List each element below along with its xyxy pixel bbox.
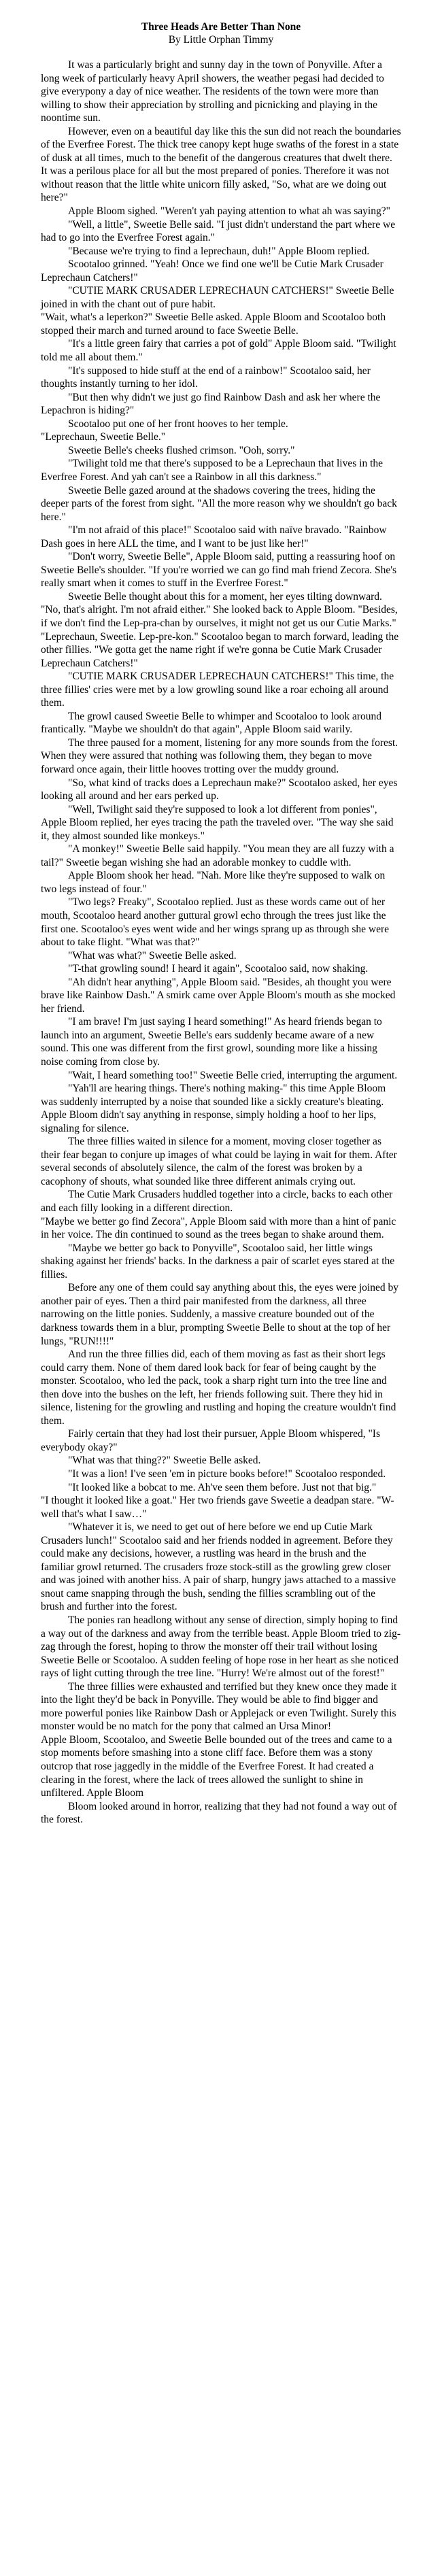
story-paragraph: "Well, a little", Sweetie Belle said. "I just didn't understand the part where we had to go into the Everfree Forest again." — [41, 218, 396, 244]
story-paragraph: It was a particularly bright and sunny day in the town of Ponyville. After a long week of particularly heavy April showers, the weather pegasi had decided to give everypony a day of nice weather. The residents of the town were more than willing to show their appreciation by strolling and picnicking and playing in the noontime sun. — [41, 59, 384, 124]
story-paragraph: "Well, Twilight said they're supposed to look a lot different from ponies", Apple Bloom replied, her eyes tracing the path the traveled over. "The way she said it, they almost sounded like monkeys." — [41, 803, 394, 842]
story-paragraph: "Whatever it is, we need to get out of here before we end up Cutie Mark Crusaders lunch!" Scootaloo said and her friends nodded in agreement. Before they could make any decisions, however, a rustling was heard in the brush and the familiar growl returned. The crusaders froze stock-still as the growling grew closer and was joined with another hiss. A pair of sharp, hungry jaws attached to a massive snout came snapping through the bush, sending the fillies scrambling out of the brush and further into the forest. — [41, 1521, 396, 1613]
story-paragraph: "Leprechaun, Sweetie Belle." — [41, 431, 166, 443]
story-paragraph: "T-that growling sound! I heard it again", Scootaloo said, now shaking. — [68, 963, 369, 975]
story-paragraph: Apple Bloom, Scootaloo, and Sweetie Belle bounded out of the trees and came to a stop moments before smashing into a stone cliff face. Before them was a stony outcrop that rose jaggedly in the middle of the Everfree Forest. It had created a clearing in the forest, where the lack of trees allowed the sunlight to shine in unfiltered. Apple Bloom — [41, 1733, 392, 1799]
story-paragraph: "But then why didn't we just go find Rainbow Dash and ask her where the Lepachron is hiding?" — [41, 391, 381, 417]
story-paragraph: "What was that thing??" Sweetie Belle asked. — [68, 1455, 261, 1467]
story-paragraph: "Don't worry, Sweetie Belle", Apple Bloom said, putting a reassuring hoof on Sweetie Belle's shoulder. "If you're worried we can go find mah friend Zecora. She's really smart when it comes to stuff in the Everfree Forest." — [41, 551, 397, 590]
story-paragraph: "Wait, I heard something too!" Sweetie Belle cried, interrupting the argument. — [68, 1069, 398, 1081]
story-paragraph: The growl caused Sweetie Belle to whimper and Scootaloo to look around frantically. "Maybe we shouldn't do that again", Apple Bloom said warily. — [41, 710, 382, 736]
story-paragraph: "So, what kind of tracks does a Leprechaun make?" Scootaloo asked, her eyes looking all around and her ears perked up. — [41, 777, 398, 802]
story-paragraph: "CUTIE MARK CRUSADER LEPRECHAUN CATCHERS!" This time, the three fillies' cries were met by a low growling sound like a roar echoing all around them. — [41, 671, 394, 709]
story-paragraph: "I'm not afraid of this place!" Scootaloo said with naïve bravado. "Rainbow Dash goes in here ALL the time, and I want to be just like her!" — [41, 524, 387, 549]
story-paragraph: "Wait, what's a leperkon?" Sweetie Belle asked. Apple Bloom and Scootaloo both stopped their march and turned around to face Sweetie Belle. — [41, 311, 386, 337]
story-title: Three Heads Are Better Than None — [141, 21, 301, 33]
story-paragraph: However, even on a beautiful day like this the sun did not reach the boundaries of the Everfree Forest. The thick tree canopy kept huge swaths of the forest in a state of dusk at all times, much to the benefit of the dangerous creatures that dwelt there. It was a perilous place for all but the most prepared of ponies. Therefore it was not without reason that the little white unicorn filly asked, "So, what are we doing out here?" — [41, 125, 401, 204]
story-paragraph: "Because we're trying to find a leprechaun, duh!" Apple Bloom replied. — [68, 245, 370, 257]
story-paragraph: "Maybe we better go find Zecora", Apple Bloom said with more than a hint of panic in her voice. The din continued to sound as the trees began to shake around them. — [41, 1215, 396, 1241]
story-paragraph: Scootaloo grinned. "Yeah! Once we find one we'll be Cutie Mark Crusader Leprechaun Catchers!" — [41, 258, 384, 284]
story-paragraph: "It was a lion! I've seen 'em in picture books before!" Scootaloo responded. — [68, 1468, 386, 1480]
story-paragraph: "Maybe we better go back to Ponyville", Scootaloo said, her little wings shaking against her friends' backs. In the darkness a pair of scarlet eyes stared at the fillies. — [41, 1242, 395, 1281]
story-paragraph: "Ah didn't hear anything", Apple Bloom said. "Besides, ah thought you were brave like Rainbow Dash." A smirk came over Apple Bloom's mouth as she mocked her friend. — [41, 976, 396, 1015]
story-paragraph: "Two legs? Freaky", Scootaloo replied. Just as these words came out of her mouth, Scootaloo heard another guttural growl echo through the trees just like the first one. Scootaloo's eyes went wide and her wings sprang up as through she were about to take flight. "What was that?" — [41, 896, 390, 949]
story-paragraph: "Yah'll are hearing things. There's nothing making-" this time Apple Bloom was suddenly interrupted by a noise that sounded like a sickly creature's bleating. Apple Bloom didn't say anything in response, simply holding a hoof to her lips, signaling for silence. — [41, 1083, 386, 1134]
story-paragraph: "What was what?" Sweetie Belle asked. — [68, 949, 237, 962]
story-body — [41, 58, 401, 1827]
story-paragraph: The ponies ran headlong without any sense of direction, simply hoping to find a way out of the darkness and away from the terrible beast. Apple Bloom tried to zig-zag through the forest, hoping to throw the monster off their trail without losing Sweetie Belle or Scootaloo. A sudden feeling of hope rose in her heart as she noticed rays of light cutting through the tree line. "Hurry! We're almost out of the forest!" — [41, 1614, 401, 1680]
story-paragraph: "Leprechaun, Sweetie. Lep-pre-kon." Scootaloo began to march forward, leading the other fillies. "We gotta get the name right if we're gonna be Cutie Mark Crusader Leprechaun Catchers!" — [41, 630, 399, 669]
story-paragraph: Sweetie Belle gazed around at the shadows covering the trees, hiding the deeper parts of the forest from sight. "All the more reason why we shouldn't go back here." — [41, 484, 397, 523]
story-paragraph: "CUTIE MARK CRUSADER LEPRECHAUN CATCHERS!" Sweetie Belle joined in with the chant out of pure habit. — [41, 285, 394, 310]
story-paragraph: The Cutie Mark Crusaders huddled together into a circle, backs to each other and each filly looking in a different direction. — [41, 1189, 393, 1215]
story-paragraph: "I am brave! I'm just saying I heard something!" As heard friends began to launch into an argument, Sweetie Belle's ears suddenly became aware of a new sound. This one was different from the first growl, sounding more like a hissing noise coming from close by. — [41, 1016, 382, 1068]
story-paragraph: The three fillies were exhausted and terrified but they knew once they made it into the light they'd be back in Ponyville. They would be able to find bigger and more powerful ponies like Rainbow Dash or Applejack or even Twilight. Surely this monster would be no match for the pony that calmed an Ursa Minor! — [41, 1680, 397, 1733]
story-paragraph: The three paused for a moment, listening for any more sounds from the forest. When they were assured that nothing was following them, they began to move forward once again, their little hooves trotting over the muddy ground. — [41, 736, 398, 775]
story-paragraph: And run the three fillies did, each of them moving as fast as their short legs could carry them. None of them dared look back for fear of being caught by the monster. Scootaloo, who led the pack, took a sharp right turn into the tree line and then dove into the bushes on the left, her friends following suit. There they hid in silence, listening for the growling and rustling and hoping the creature wouldn't find them. — [41, 1349, 396, 1427]
story-paragraph: "A monkey!" Sweetie Belle said happily. "You mean they are all fuzzy with a tail?" Sweetie began wishing she had an adorable monkey to cuddle with. — [41, 843, 394, 868]
story-paragraph: Apple Bloom shook her head. "Nah. More like they're supposed to walk on two legs instead of four." — [41, 870, 386, 895]
story-paragraph: Sweetie Belle thought about this for a moment, her eyes tilting downward. "No, that's alright. I'm not afraid either." She looked back to Apple Bloom. "Besides, if we don't find the Lep-pra-chan by ourselves, it might not get us our Cutie Marks." — [41, 590, 398, 629]
story-paragraph: "I thought it looked like a goat." Her two friends gave Sweetie a deadpan stare. "W-well that's what I saw…" — [41, 1495, 394, 1520]
story-paragraph: The three fillies waited in silence for a moment, moving closer together as their fear began to conjure up images of what could be laying in wait for them. After several seconds of absolutely silence, the calm of the forest was broken by a cacophony of shouts, what sounded like three different animals crying out. — [41, 1136, 397, 1187]
story-paragraph: Before any one of them could say anything about this, the eyes were joined by another pair of eyes. Then a third pair manifested from the darkness, all three narrowing on the little ponies. Suddenly, a massive creature bounded out of the darkness towards them in a blur, prompting Sweetie Belle to shout at the top of her lungs, "RUN!!!!" — [41, 1282, 398, 1347]
story-paragraph: Sweetie Belle's cheeks flushed crimson. "Ooh, sorry." — [68, 444, 295, 456]
story-paragraph: "It's supposed to hide stuff at the end of a rainbow!" Scootaloo said, her thoughts instantly turning to her idol. — [41, 365, 371, 390]
story-byline: By Little Orphan Timmy — [168, 34, 274, 46]
story-paragraph: Scootaloo put one of her front hooves to her temple. — [68, 418, 288, 430]
story-paragraph: "It looked like a bobcat to me. Ah've seen them before. Just not that big." — [68, 1481, 377, 1493]
story-paragraph: "It's a little green fairy that carries a pot of gold" Apple Bloom said. "Twilight told me all about them." — [41, 338, 396, 364]
story-paragraph: Apple Bloom sighed. "Weren't yah paying attention to what ah was saying?" — [68, 205, 390, 218]
story-paragraph: "Twilight told me that there's supposed to be a Leprechaun that lives in the Everfree Forest. And yah can't see a Rainbow in all this darkness." — [41, 458, 384, 483]
story-paragraph: Fairly certain that they had lost their pursuer, Apple Bloom whispered, "Is everybody okay?" — [41, 1428, 380, 1453]
story-paragraph: Bloom looked around in horror, realizing that they had not found a way out of the forest. — [41, 1800, 397, 1826]
